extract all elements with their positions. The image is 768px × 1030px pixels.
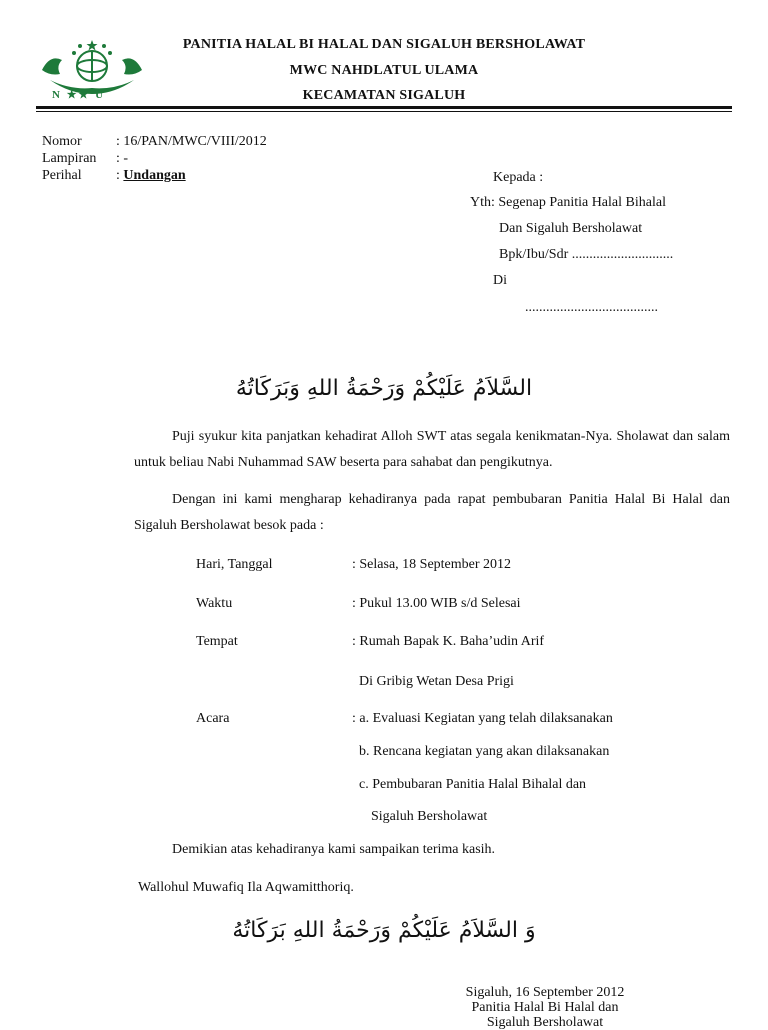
header-organization: MWC NAHDLATUL ULAMA xyxy=(289,63,479,78)
tempat-value-2: Di Gribig Wetan Desa Prigi xyxy=(359,674,514,689)
perihal-field xyxy=(116,168,186,184)
recipient-dots: ...................................... xyxy=(525,300,658,315)
tempat-value: : Rumah Bapak K. Baha’udin Arif xyxy=(352,634,545,649)
perihal-label: Perihal xyxy=(42,168,82,183)
closing-text: Demikian atas kehadiranya kami sampaikan terima kasih. xyxy=(172,842,496,857)
recipient-line3: Bpk/Ibu/Sdr ............................. xyxy=(499,247,674,262)
acara-item-a: : a. Evaluasi Kegiatan yang telah dilaksanakan xyxy=(352,711,613,726)
hari-value: : Selasa, 18 September 2012 xyxy=(352,557,512,572)
wallohul-text: Wallohul Muwafiq Ila Aqwamitthoriq. xyxy=(138,880,354,895)
recipient-line2: Dan Sigaluh Bersholawat xyxy=(499,221,643,236)
nomor-label: Nomor xyxy=(42,134,82,149)
closing-arabic: وَ السَّلاَمُ عَلَيْكُمْ وَرَحْمَةُ اللهِ بَرَكَاتُهُ xyxy=(232,918,536,943)
header-district: KECAMATAN SIGALUH xyxy=(302,88,466,103)
tempat-label: Tempat xyxy=(196,634,238,649)
perihal-colon: : xyxy=(116,168,124,183)
nomor-value: : 16/PAN/MWC/VIII/2012 xyxy=(116,134,267,149)
acara-item-c-cont: Sigaluh Bersholawat xyxy=(371,809,488,824)
recipient-kepada: Kepada : xyxy=(493,170,544,185)
signature-block xyxy=(440,985,650,1030)
lampiran-label: Lampiran xyxy=(42,151,97,166)
waktu-value: : Pukul 13.00 WIB s/d Selesai xyxy=(352,596,521,611)
paragraph-invitation: Dengan ini kami mengharap kehadiranya pada rapat pembubaran Panitia Halal Bi Halal dan Sigaluh Bersholawat besok pada : xyxy=(134,492,730,533)
hari-label: Hari, Tanggal xyxy=(196,557,273,572)
header-committee: PANITIA HALAL BI HALAL DAN SIGALUH BERSHOLAWAT xyxy=(182,37,586,52)
lampiran-value: : - xyxy=(116,151,129,166)
signature-org-2: Sigaluh Bersholawat xyxy=(486,1015,604,1030)
acara-label: Acara xyxy=(196,711,230,726)
recipient-di: Di xyxy=(493,273,507,288)
acara-item-b: b. Rencana kegiatan yang akan dilaksanakan xyxy=(359,744,610,759)
logo-text: N ★★ U xyxy=(52,89,106,101)
signature-org-1: Panitia Halal Bi Halal dan xyxy=(471,1000,619,1015)
waktu-label: Waktu xyxy=(196,596,233,611)
acara-item-c: c. Pembubaran Panitia Halal Bihalal dan xyxy=(359,777,587,792)
greeting-arabic: السَّلاَمُ عَلَيْكُمْ وَرَحْمَةُ اللهِ وَبَرَكَاتُهُ xyxy=(235,376,533,401)
recipient-yth: Yth: Segenap Panitia Halal Bihalal xyxy=(470,195,666,210)
header-rule-thin xyxy=(36,111,732,112)
perihal-value: Undangan xyxy=(123,168,186,183)
signature-place-date: Sigaluh, 16 September 2012 xyxy=(465,985,625,1000)
header-rule-thick xyxy=(36,106,732,109)
paragraph-opening: Puji syukur kita panjatkan kehadirat Alloh SWT atas segala kenikmatan-Nya. Sholawat dan salam untuk beliau Nabi Nuhammad SAW beserta para sahabat dan pengikutnya. xyxy=(134,429,730,470)
